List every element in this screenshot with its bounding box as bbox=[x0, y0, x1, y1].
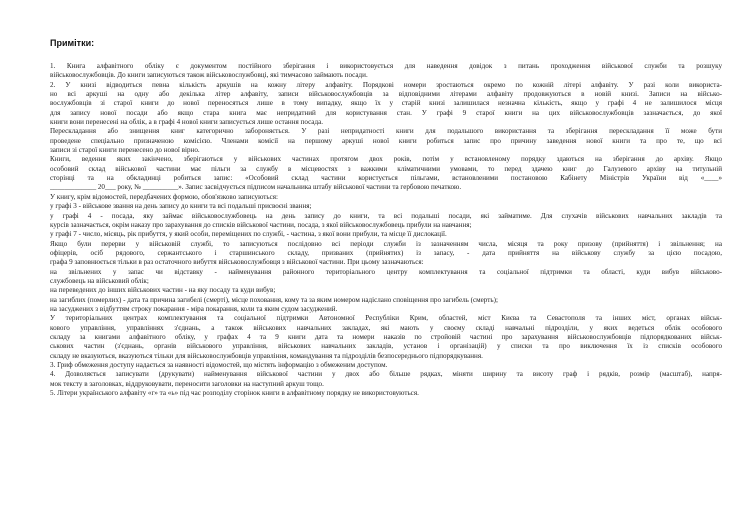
text-line: на загиблих (померлих) - дата та причина загибелі (смерті), місце поховання, кому та за яким номером надіслано сповіщення про загибель (смерть); bbox=[50, 295, 498, 304]
text-line: графа 9 заповнюється тільки в раз остаточного вибуття військовослужбовця з військової частини. При цьому зазначаються: bbox=[50, 258, 424, 267]
text-line: 1. Книга алфавітного обліку є документом постійного зберігання і використовується для наведення довідок з питань проходження військової служби та розшуку bbox=[50, 62, 722, 70]
text-line: складу не вказуються, вказуються тільки для військовослужбовців управління, командування та підрозділів безпосереднього підпорядкування. bbox=[50, 351, 483, 360]
text-line: сторінці та на обкладинці робиться запис: «Особовий склад частини користується пільгами, встановленими постановою Кабінету Міністрів України від «____» bbox=[50, 174, 722, 183]
text-line: записи зі старої книги перенесено до нової вірно. bbox=[50, 146, 200, 155]
text-line: 4. Дозволяється записувати (друкувати) найменування військової частини у двох або більше рядках, міняти ширину та висоту граф і рядків, розмір (масштаб), напря- bbox=[50, 370, 722, 379]
text-line: у графі 7 - число, місяць, рік прибуття, у який особи, переміщених по службі, - частина, з якої вони прибули, та місце її дислокації. bbox=[50, 230, 447, 239]
text-line: на засуджених з відбуттям строку покарання - міра покарання, коли та яким судом засуджений. bbox=[50, 304, 338, 313]
text-line: но всі аркуші на одну або декілька літер алфавіту, записи військовослужбовців за відповідними літерами алфавіту продовжуються в новій книзі. Записи на військо- bbox=[50, 90, 722, 99]
text-line: у графі 4 - посада, яку займає військовослужбовець на день запису до книги, та всі подальші посади, які займатиме. Для слухачів військових навчальних закладів та bbox=[50, 211, 722, 220]
text-line: для запису нової посади або якщо стара книга має непридатний для користування стан. У графі 9 старої книги на цих військовослужбовців зазначається, до якої bbox=[50, 108, 722, 117]
notes-title: Примітки: bbox=[50, 38, 95, 48]
notes-body bbox=[50, 62, 722, 398]
text-line: особовий склад військової частини має пільги за службу в місцевостях з важкими кліматичними умовами, то перед здачею книг до Галузевого архіву на титульній bbox=[50, 164, 722, 173]
text-line: офіцерів, осіб рядового, сержантського і старшинського складу, призваних (прийнятих) із запасу, - дата прийняття на військову службу за цією посадою, bbox=[50, 248, 722, 257]
text-line: у графі 3 - військове звання на день запису до книги та всі подальші присвоєні звання; bbox=[50, 202, 312, 211]
text-line: військовослужбовців. До книги записуються також військовослужбовці, які тимчасово займають посади. bbox=[50, 71, 368, 80]
text-line: ськових частин (з'єднань, органів військового управління, військових навчальних закладів, установ і організацій) у списки та про виключення їх із списків особового bbox=[50, 342, 722, 351]
text-line: службовець на військовий облік; bbox=[50, 276, 149, 285]
text-line: книги вони перенесені на облік, а в графі 4 нової книги записується лише остання посада. bbox=[50, 118, 323, 127]
text-line: мок тексту в заголовках, віддруковувати, переносити заголовки на наступний аркуш тощо. bbox=[50, 379, 324, 388]
text-line: 5. Літери українського алфавіту «г» та «ь» під час розподілу сторінок книги в алфавітному порядку не використовуються. bbox=[50, 389, 419, 398]
text-line: 2. У книзі відводиться певна кількість аркушів на кожну літеру алфавіту. Порядкові номери зростаються окремо по кожній літері алфавіту. У разі коли використа- bbox=[50, 80, 722, 89]
text-line: проведене спеціально призначеною комісією. Членами комісії на першому аркуші нової книги робиться запис про причину заведення нової книги та про те, що всі bbox=[50, 136, 722, 145]
text-line: Перескладання або знищення книг категорично забороняється. У разі непридатності книги для подальшого використання та зберігання перескладання її може бути bbox=[50, 127, 722, 136]
text-line: У територіальних центрах комплектування та соціальної підтримки Автономної Республіки Крим, областей, міст Києва та Севастополя та інших міст, органах військ- bbox=[50, 314, 722, 323]
text-line: 3. Гриф обмеження доступу надається за наявності відомостей, що містять інформацію з обмеженим доступом. bbox=[50, 361, 388, 369]
text-line: складу за книгами алфавітного обліку, у графах 4 та 9 книги дата та номери наказів по стройовій частині про зарахування військовослужбовців підпорядкованих військ- bbox=[50, 332, 722, 341]
text-line: курсів зазначається, окрім наказу про зарахування до списків військової частини, посада, з якої військовослужбовець прибули на навчання; bbox=[50, 220, 472, 229]
text-line: вослужбовців зі старої книги до нової переносяться лише в тому випадку, якщо їх у старій книзі залишилася незначна кількість, якщо у графі 4 не залишилося місця bbox=[50, 99, 722, 108]
text-line: У книгу, крім відомостей, передбачених формою, обов'язково записуються: bbox=[50, 192, 278, 201]
text-line: на звільнених у запас чи відставку - найменування районного територіального центру комплектування та соціальної підтримки та області, куди вибув військово- bbox=[50, 267, 722, 276]
text-line: кового управління, управліннях з'єднань, а також військових навчальних закладах, які мають у своєму складі навчальні підрозділи, у яких ведеться облік особового bbox=[50, 323, 722, 332]
text-line: Якщо були перерви у військовій службі, то записуються послідовно всі періоди служби із зазначенням числа, місяця та року призову (прийняття) і звільнення; на bbox=[50, 239, 722, 248]
text-line: _____________ 20___ року, № __________». Запис засвідчується підписом начальника штабу військової частини та гербовою печаткою. bbox=[50, 183, 462, 192]
text-line: на переведених до інших військових частин - на яку посаду та куди вибув; bbox=[50, 286, 276, 295]
text-line: Книги, ведення яких закінчено, зберігаються у військових частинах протягом двох років, потім у встановленому порядку здаються на зберігання до архіву. Якщо bbox=[50, 155, 722, 164]
